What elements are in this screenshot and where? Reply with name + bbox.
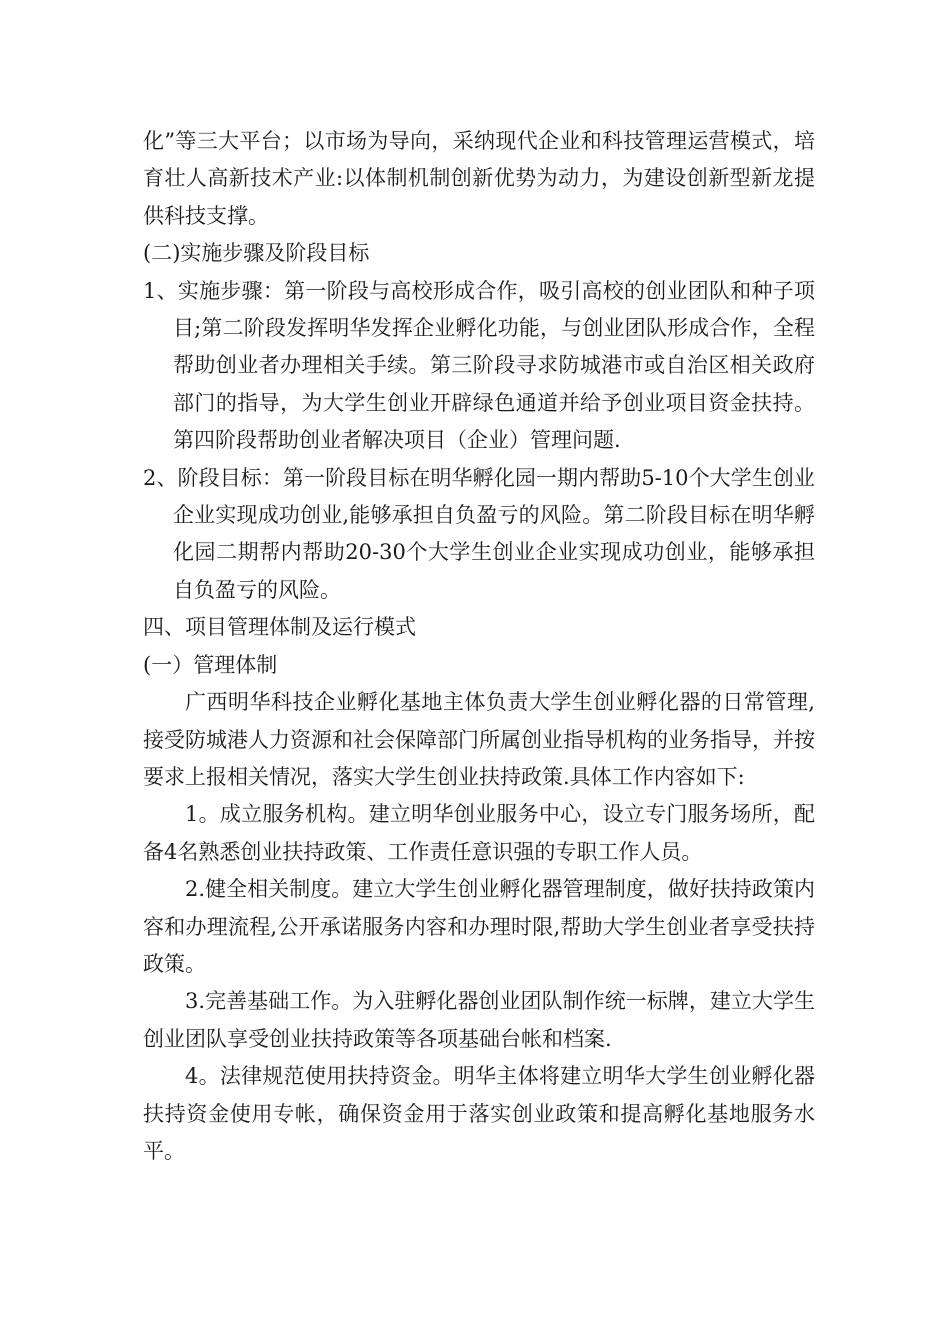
paragraph-item-2: 2.健全相关制度。建立大学生创业孵化器管理制度，做好扶持政策内容和办理流程,公开承诺服务内容和办理时限,帮助大学生创业者享受扶持政策。 (143, 877, 815, 976)
list-item-implementation-steps: 1、实施步骤：第一阶段与高校形成合作，吸引高校的创业团队和种子项目;第二阶段发挥明华发挥企业孵化功能，与创业团队形成合作，全程帮助创业者办理相关手续。第三阶段寻求防城港市或自治区相关政府部门的指导，为大学生创业开辟绿色通道并给予创业项目资金扶持。第四阶段帮助创业者解决项目（企业）管理问题. (143, 278, 815, 453)
paragraph-intro-continuation: 化”等三大平台；以市场为导向，采纳现代企业和科技管理运营模式，培育壮人高新技术产业:以体制机制创新优势为动力，为建设创新型新龙提供科技支撑。 (143, 129, 815, 228)
subsection-heading-management-system: (一）管理体制 (143, 652, 278, 677)
section-heading-steps: (二)实施步骤及阶段目标 (143, 241, 370, 266)
list-item-stage-goals: 2、阶段目标：第一阶段目标在明华孵化园一期内帮助5-10个大学生创业企业实现成功创业,能够承担自负盈亏的风险。第二阶段目标在明华孵化园二期帮内帮助20-30个大学生创业企业实现成功创业，能够承担自负盈亏的风险。 (143, 465, 815, 602)
document-body (143, 123, 815, 1170)
paragraph-item-4: 4。法律规范使用扶持资金。明华主体将建立明华大学生创业孵化器扶持资金使用专帐，确保资金用于落实创业政策和提高孵化基地服务水平。 (143, 1064, 815, 1163)
paragraph-item-3: 3.完善基础工作。为入驻孵化器创业团队制作统一标牌，建立大学生创业团队享受创业扶持政策等各项基础台帐和档案. (143, 989, 815, 1051)
paragraph-management-overview: 广西明华科技企业孵化基地主体负责大学生创业孵化器的日常管理,接受防城港人力资源和社会保障部门所属创业指导机构的业务指导，并按要求上报相关情况，落实大学生创业扶持政策.具体工作内容如下: (143, 690, 815, 789)
section-heading-management: 四、项目管理体制及运行模式 (143, 615, 416, 640)
paragraph-item-1: 1。成立服务机构。建立明华创业服务中心，设立专门服务场所，配备4名熟悉创业扶持政策、工作责任意识强的专职工作人员。 (143, 802, 815, 864)
